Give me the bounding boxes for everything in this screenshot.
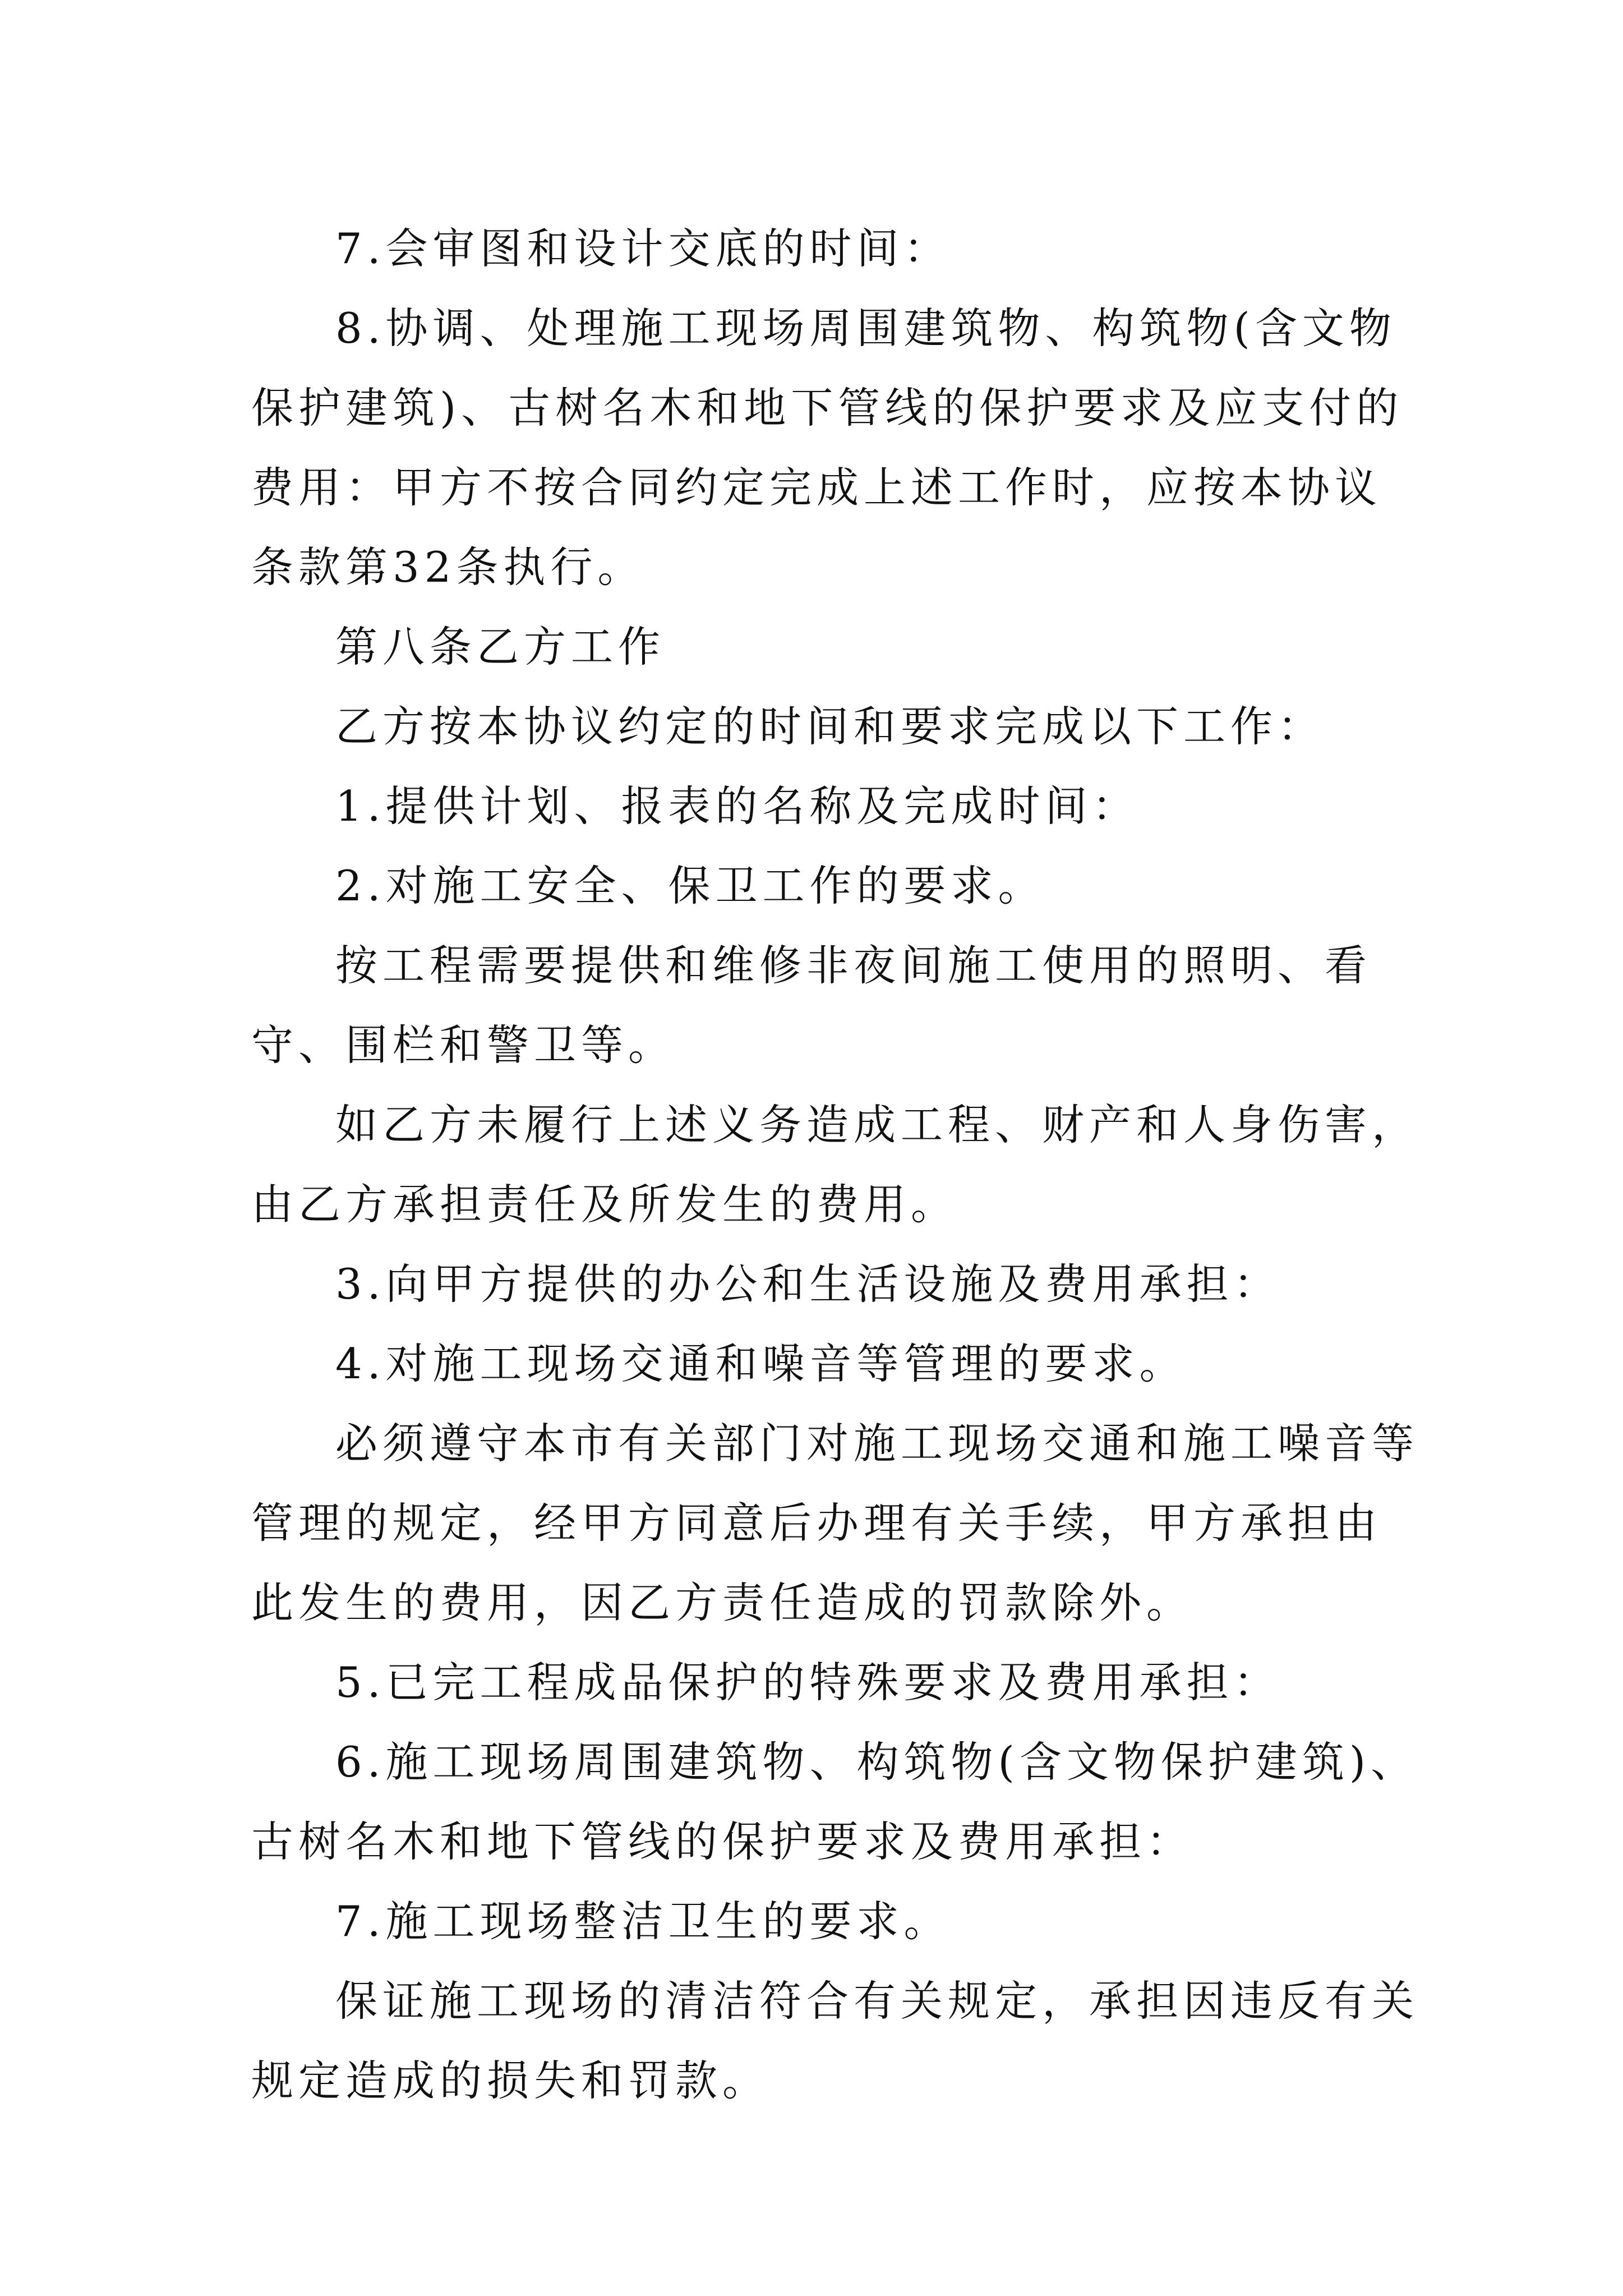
document-body [251,209,1423,2120]
paragraph-regulation-compliance: 必须遵守本市有关部门对施工现场交通和施工噪音等管理的规定，经甲方同意后办理有关手续，甲方承担由此发生的费用，因乙方责任造成的罚款除外。 [251,1419,1419,1627]
paragraph-cleanliness-compliance: 保证施工现场的清洁符合有关规定，承担因违反有关规定造成的损失和罚款。 [251,1976,1419,2105]
paragraph-item-4-traffic-noise: 4.对施工现场交通和噪音等管理的要求。 [335,1339,1187,1388]
paragraph-item-5-finished-protection: 5.已完工程成品保护的特殊要求及费用承担： [335,1658,1281,1707]
paragraph-item-7-drawing-review: 7.会审图和设计交底的时间： [335,224,951,273]
paragraph-item-6-surrounding-protection: 6.施工现场周围建筑物、构筑物(含文物保护建筑)、古树名木和地下管线的保护要求及费用承担： [251,1737,1418,1866]
paragraph-item-7-site-cleanliness: 7.施工现场整洁卫生的要求。 [335,1897,951,1946]
paragraph-item-1-plans-reports: 1.提供计划、报表的名称及完成时间： [335,781,1140,831]
paragraph-item-3-office-facilities: 3.向甲方提供的办公和生活设施及费用承担： [335,1259,1281,1309]
paragraph-liability: 如乙方未履行上述义务造成工程、财产和人身伤害，由乙方承担责任及所发生的费用。 [251,1100,1419,1229]
paragraph-item-2-safety-security: 2.对施工安全、保卫工作的要求。 [335,861,1045,910]
paragraph-item-8-site-coordination: 8.协调、处理施工现场周围建筑物、构筑物(含文物保护建筑)、古树名木和地下管线的保护要求及应支付的费用：甲方不按合同约定完成上述工作时，应按本协议条款第32条执行。 [251,303,1404,592]
section-heading-article-8: 第八条乙方工作 [335,622,666,671]
paragraph-lighting-guarding: 按工程需要提供和维修非夜间施工使用的照明、看守、围栏和警卫等。 [251,941,1372,1070]
paragraph-party-b-intro: 乙方按本协议约定的时间和要求完成以下工作： [335,702,1325,751]
